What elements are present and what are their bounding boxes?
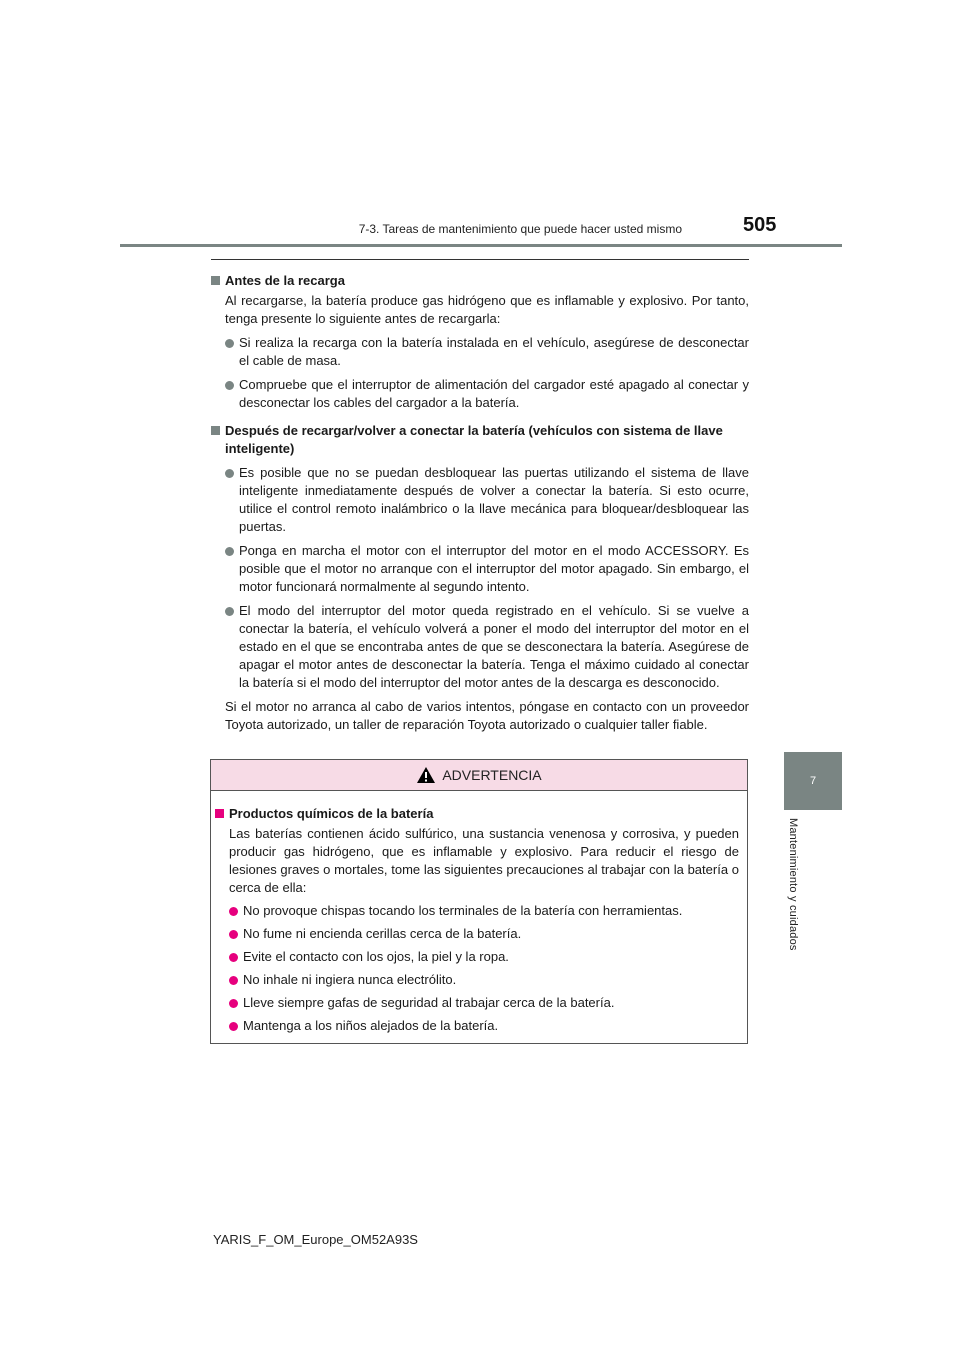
section-paragraph: Al recargarse, la batería produce gas hidrógeno que es inflamable y explosivo. Por tanto, tenga presente lo siguiente antes de recargarla:	[225, 293, 749, 326]
warning-bullet: No provoque chispas tocando los terminales de la batería con herramientas.	[215, 902, 739, 920]
warning-paragraph: Las baterías contienen ácido sulfúrico, una sustancia venenosa y corrosiva, y pueden producir gas hidrógeno, que es inflamable y explosivo. Para reducir el riesgo de lesiones graves o mortales, tome las siguientes precauciones al trabajar con la batería o cerca de ella:	[229, 826, 739, 895]
warning-box	[210, 759, 748, 1044]
header-rule	[120, 244, 842, 247]
chapter-number: 7	[809, 775, 817, 787]
warning-bullet: Mantenga a los niños alejados de la batería.	[215, 1017, 739, 1035]
section-heading: Después de recargar/volver a conectar la batería (vehículos con sistema de llave inteligente)	[211, 422, 749, 458]
bullet-item: El modo del interruptor del motor queda registrado en el vehículo. Si se vuelve a conectar la batería, el vehículo volverá a poner el modo del interruptor del motor en el estado en el que se encontraba antes de que se desconectara la batería. Asegúrese de apagar el motor antes de desconectar la batería. Tenga el máximo cuidado al conectar la batería si el modo del interruptor del motor antes de la descarga es desconocido.	[211, 602, 749, 692]
warning-heading: Productos químicos de la batería	[215, 805, 739, 823]
warning-title: ADVERTENCIA	[442, 767, 542, 783]
warning-bullet: No fume ni encienda cerillas cerca de la batería.	[215, 925, 739, 943]
section-heading: Antes de la recarga	[211, 272, 749, 290]
bullet-item: Si realiza la recarga con la batería instalada en el vehículo, asegúrese de desconectar el cable de masa.	[211, 334, 749, 370]
warning-bullet: No inhale ni ingiera nunca electrólito.	[215, 971, 739, 989]
content-top-rule	[211, 259, 749, 260]
bullet-item: Es posible que no se puedan desbloquear las puertas utilizando el sistema de llave inteligente inmediatamente después de volver a conectar la batería. Si esto ocurre, utilice el control remoto inalámbrico o la llave mecánica para bloquear/desbloquear las puertas.	[211, 464, 749, 536]
warning-bullet: Evite el contacto con los ojos, la piel y la ropa.	[215, 948, 739, 966]
bullet-item: Ponga en marcha el motor con el interruptor del motor en el modo ACCESSORY. Es posible que el motor no arranque con el interruptor del motor apagado. Sin embargo, el motor funcionará normalmente al segundo intento.	[211, 542, 749, 596]
section-title: 7-3. Tareas de mantenimiento que puede hacer usted mismo	[358, 222, 682, 236]
chapter-title: Mantenimiento y cuidados	[787, 818, 799, 951]
section-closing: Si el motor no arranca al cabo de varios intentos, póngase en contacto con un proveedor Toyota autorizado, un taller de reparación Toyota autorizado o cualquier taller fiable.	[225, 699, 749, 732]
document-code: YARIS_F_OM_Europe_OM52A93S	[213, 1232, 418, 1247]
warning-triangle-icon	[416, 766, 436, 784]
bullet-item: Compruebe que el interruptor de alimentación del cargador esté apagado al conectar y desconectar los cables del cargador a la batería.	[211, 376, 749, 412]
warning-bullet: Lleve siempre gafas de seguridad al trabajar cerca de la batería.	[215, 994, 739, 1012]
main-content	[211, 268, 749, 734]
chapter-tab[interactable]	[784, 752, 842, 810]
page-number: 505	[743, 214, 777, 236]
warning-body	[211, 791, 747, 1035]
warning-header	[211, 760, 747, 791]
